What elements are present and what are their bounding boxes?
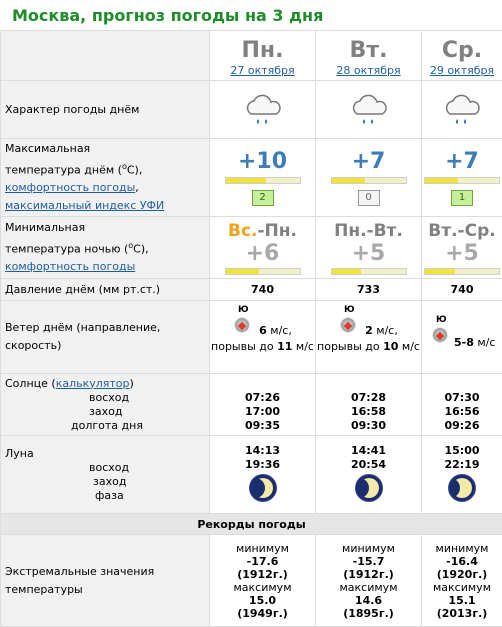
pressure-label: Давление днём (мм рт.ст.): [1, 279, 210, 301]
tmin-value: +6: [245, 241, 280, 266]
day-name: Пн.: [241, 38, 284, 63]
wind-cell-2: [422, 301, 502, 374]
sun-cell-0: [210, 374, 316, 436]
comfort-bar-fill: [332, 178, 365, 183]
comfort-bar-fill: [226, 178, 267, 183]
wind-cell-1: [316, 301, 422, 374]
tmin-cell-1: [316, 217, 422, 279]
comfort-bar-fill: [425, 178, 458, 183]
comfort-bar-fill: [226, 269, 259, 274]
tmin-value: +5: [445, 241, 479, 266]
comfort-bar: [424, 268, 500, 275]
moonrise-time: 14:13: [244, 444, 280, 457]
wind-direction-icon: Ю: [232, 305, 254, 339]
records-row: [1, 535, 502, 627]
rain-cloud-icon: [349, 90, 389, 130]
day-header-row: [1, 31, 502, 81]
night-pair: Пн.-Вт.: [334, 221, 403, 241]
pressure-value: 733: [316, 279, 422, 301]
comfort-bar: [225, 268, 301, 275]
sunrise-time: 07:26: [244, 390, 280, 404]
tmax-cell-2: [422, 139, 502, 217]
records-header-row: [1, 514, 502, 535]
daylength-value: 09:26: [444, 418, 480, 432]
daylength-value: 09:30: [350, 418, 386, 432]
uvi-badge: 0: [358, 190, 380, 206]
tmin-row: [1, 217, 502, 279]
records-title: Рекорды погоды: [1, 514, 502, 535]
wind-label: Ветер днём (направление, скорость): [1, 301, 210, 374]
wind-text: 5-8 м/с: [454, 336, 496, 349]
uvi-badge: 2: [252, 190, 274, 206]
header-empty: [1, 31, 210, 81]
daylength-value: 09:35: [244, 418, 280, 432]
tmax-label: Максимальная температура днём ($^o$C), комфортность погоды, максимальный индекс УФИ: [1, 139, 210, 217]
tmin-label: Минимальная температура ночью ($^o$C), комфортность погоды: [1, 217, 210, 279]
moon-cell-1: [316, 436, 422, 514]
tmax-value: +7: [351, 149, 386, 174]
weather-cell-0: [210, 81, 316, 139]
sunset-time: 17:00: [244, 404, 280, 418]
record-cell-2: минимум -16.4 (1920г.) максимум 15.1 (2013г.): [422, 535, 502, 627]
moon-cell-2: [422, 436, 502, 514]
comfort-link[interactable]: комфортность погоды: [5, 260, 136, 274]
moonset-time: 22:19: [444, 458, 480, 471]
moonrise-time: 14:41: [350, 444, 386, 457]
sun-cell-1: [316, 374, 422, 436]
tmax-row: [1, 139, 502, 217]
tmax-value: +7: [445, 149, 479, 174]
comfort-bar-fill: [425, 269, 455, 274]
comfort-bar: [424, 177, 500, 184]
comfort-link[interactable]: комфортность погоды: [5, 181, 136, 195]
day-header-1: [316, 31, 422, 81]
uvi-link[interactable]: максимальный индекс УФИ: [5, 199, 165, 213]
tmin-cell-0: [210, 217, 316, 279]
sunset-time: 16:56: [444, 404, 480, 418]
pressure-value: 740: [210, 279, 316, 301]
moon-cell-0: [210, 436, 316, 514]
moonset-time: 20:54: [350, 458, 386, 471]
moon-row: [1, 436, 502, 514]
wind-row: [1, 301, 502, 374]
weather-cell-1: [316, 81, 422, 139]
sun-label: Солнце (калькулятор) восход заход долгота дня: [1, 374, 210, 436]
day-header-2: [422, 31, 502, 81]
sun-cell-2: [422, 374, 502, 436]
day-name: Ср.: [441, 38, 483, 63]
forecast-table: [0, 30, 502, 627]
moonset-time: 19:36: [244, 458, 280, 471]
sunset-time: 16:58: [350, 404, 386, 418]
tmin-cell-2: [422, 217, 502, 279]
sunrise-time: 07:28: [350, 390, 386, 404]
tmax-cell-0: [210, 139, 316, 217]
comfort-bar-fill: [332, 269, 362, 274]
day-date-link[interactable]: 27 октября: [230, 64, 295, 77]
night-pair: Вт.-Ср.: [428, 221, 496, 241]
tmin-value: +5: [351, 241, 386, 266]
page-header: [0, 0, 502, 30]
sun-row: [1, 374, 502, 436]
pressure-row: [1, 279, 502, 301]
weather-label: Характер погоды днём: [1, 81, 210, 139]
comfort-bar: [331, 268, 407, 275]
moon-phase-icon: [249, 474, 277, 502]
day-date-link[interactable]: 28 октября: [336, 64, 401, 77]
sunrise-time: 07:30: [444, 390, 480, 404]
calculator-link[interactable]: калькулятор: [55, 376, 130, 390]
moon-label: Луна восход заход фаза: [1, 436, 210, 514]
page-title: Москва, прогноз погоды на 3 дня: [12, 6, 324, 25]
tmax-value: +10: [237, 149, 288, 174]
night-pair: Вс.-Пн.: [228, 221, 297, 241]
day-name: Вт.: [349, 38, 388, 63]
tmax-cell-1: [316, 139, 422, 217]
record-cell-1: минимум -15.7 (1912г.) максимум 14.6 (1895г.): [316, 535, 422, 627]
moonrise-time: 15:00: [444, 444, 480, 457]
rain-cloud-icon: [442, 90, 482, 130]
moon-phase-icon: [355, 474, 383, 502]
comfort-bar: [225, 177, 301, 184]
uvi-badge: 1: [451, 190, 473, 206]
day-date-link[interactable]: 29 октября: [429, 64, 495, 77]
weather-cell-2: [422, 81, 502, 139]
wind-text: 2 м/с, порывы до 10 м/с: [317, 324, 420, 353]
comfort-bar: [331, 177, 407, 184]
wind-direction-icon: Ю: [338, 305, 360, 339]
rain-cloud-icon: [243, 90, 283, 130]
record-cell-0: минимум -17.6 (1912г.) максимум 15.0 (1949г.): [210, 535, 316, 627]
moon-phase-icon: [448, 474, 476, 502]
pressure-value: 740: [422, 279, 502, 301]
wind-direction-icon: Ю: [430, 315, 452, 349]
wind-text: 6 м/с, порывы до 11 м/с: [211, 324, 314, 353]
day-header-0: [210, 31, 316, 81]
weather-row: [1, 81, 502, 139]
wind-cell-0: [210, 301, 316, 374]
extremes-label: Экстремальные значения температуры: [1, 535, 210, 627]
